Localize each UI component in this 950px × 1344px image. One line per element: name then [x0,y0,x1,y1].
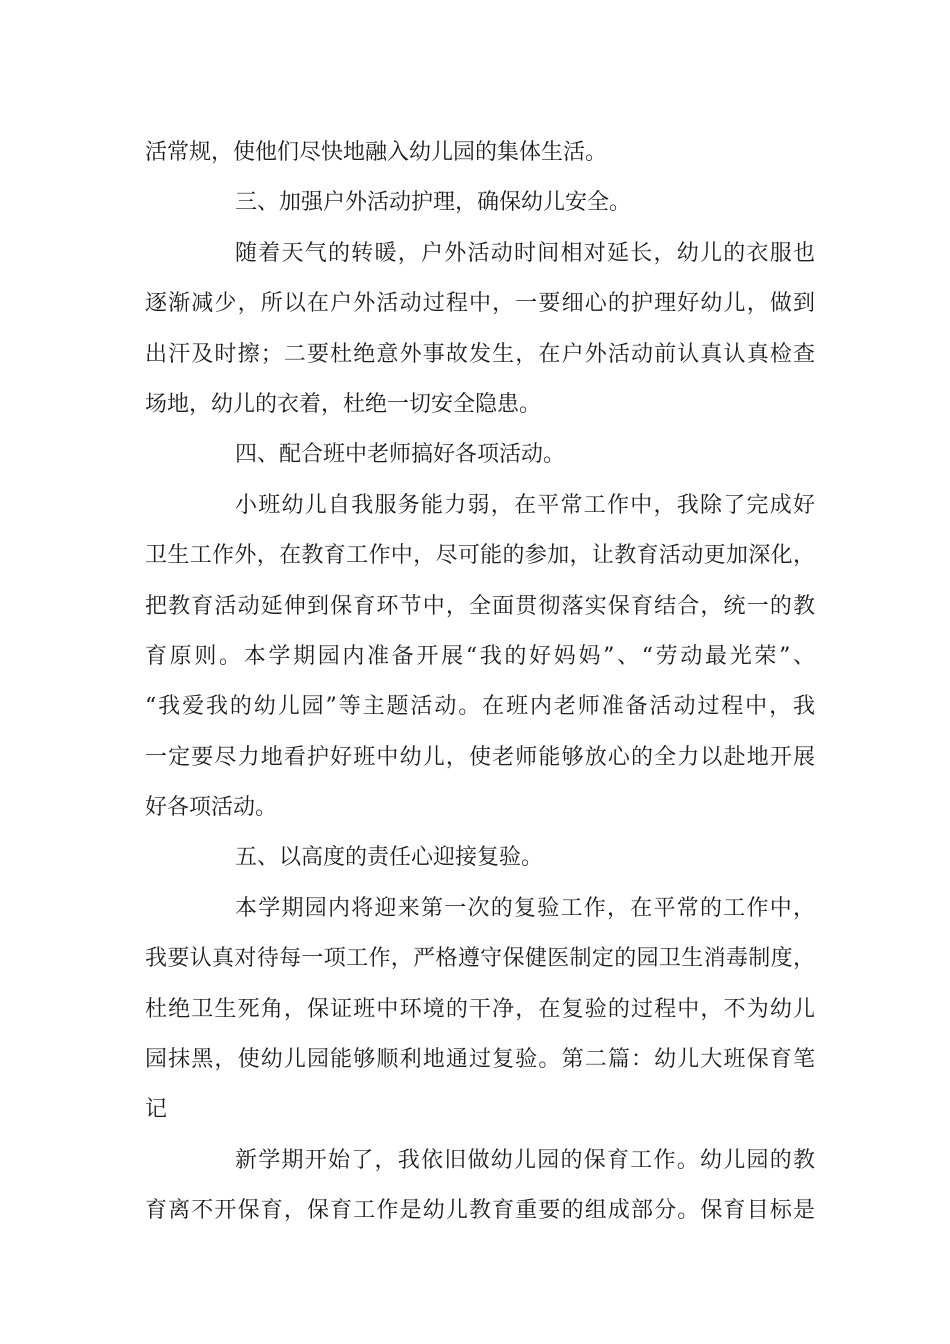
text-line: 活常规，使他们尽快地融入幼儿园的集体生活。 [145,140,608,165]
text-line: 出汗及时擦；二要杜绝意外事故发生，在户外活动前认真认真检查 [145,341,815,367]
text-line: 三、加强户外活动护理，确保幼儿安全。 [235,190,632,216]
text-line: 场地，幼儿的衣着，杜绝一切安全隐患。 [145,391,542,417]
text-line: 育离不开保育，保育工作是幼儿教育重要的组成部分。保育目标是 [145,1198,815,1224]
text-line: 本学期园内将迎来第一次的复验工作，在平常的工作中， [235,895,815,921]
text-line: 卫生工作外，在教育工作中，尽可能的参加，让教育活动更加深化， [145,543,815,569]
text-line: 一定要尽力地看护好班中幼儿，使老师能够放心的全力以赴地开展 [145,744,815,770]
text-line: 逐渐减少，所以在户外活动过程中，一要细心的护理好幼儿，做到 [145,291,815,317]
text-line: 园抹黑，使幼儿园能够顺利地通过复验。第二篇：幼儿大班保育笔 [145,1047,815,1073]
text-line: 随着天气的转暖，户外活动时间相对延长，幼儿的衣服也 [235,240,815,266]
document-body [145,128,815,1237]
text-line: 小班幼儿自我服务能力弱，在平常工作中，我除了完成好 [235,492,815,518]
text-line: 把教育活动延伸到保育环节中，全面贯彻落实保育结合，统一的教 [145,593,815,619]
text-line: 我要认真对待每一项工作，严格遵守保健医制定的园卫生消毒制度， [145,946,815,972]
text-line: 四、配合班中老师搞好各项活动。 [235,442,566,468]
text-line: 五、以高度的责任心迎接复验。 [235,845,544,871]
text-line: 记 [145,1097,168,1123]
text-line: 育原则。本学期园内准备开展“我的好妈妈”、“劳动最光荣”、 [145,643,815,669]
text-line: 杜绝卫生死角，保证班中环境的干净，在复验的过程中，不为幼儿 [145,996,815,1022]
text-line: 新学期开始了，我依旧做幼儿园的保育工作。幼儿园的教 [235,1147,815,1173]
text-line: 好各项活动。 [145,795,278,821]
text-line: “我爱我的幼儿园”等主题活动。在班内老师准备活动过程中，我 [145,694,815,720]
